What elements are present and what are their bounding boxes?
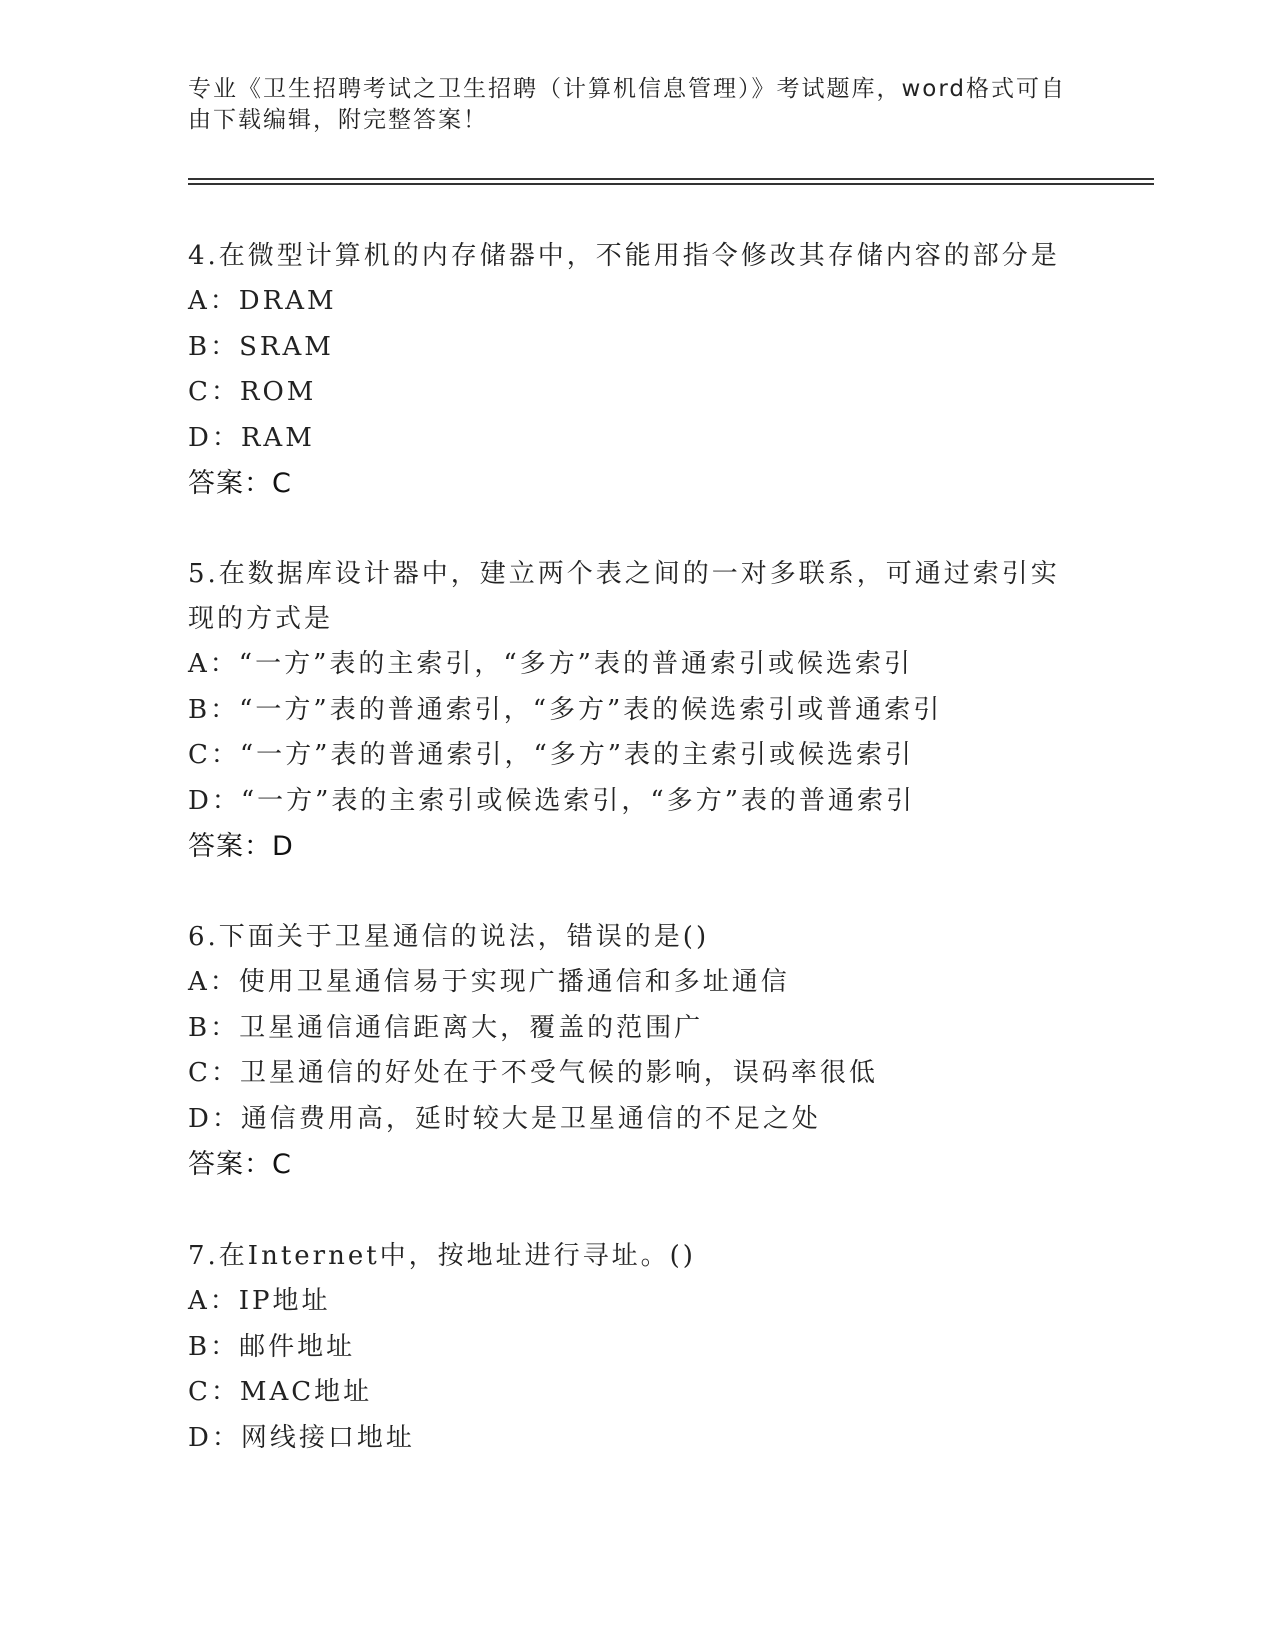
question-4 (188, 234, 1088, 506)
question-7 (188, 1234, 1088, 1461)
question-stem: 6.下面关于卫星通信的说法，错误的是() (188, 922, 710, 952)
answer-line: 答案：C (188, 1149, 292, 1180)
option-b: B：卫星通信通信距离大，覆盖的范围广 (188, 1012, 704, 1043)
option-d: D：通信费用高，延时较大是卫星通信的不足之处 (188, 1103, 821, 1134)
question-stem: 4.在微型计算机的内存储器中，不能用指令修改其存储内容的部分是 (188, 241, 1060, 271)
header-divider-top (188, 178, 1154, 180)
option-c: C：卫星通信的好处在于不受气候的影响，误码率很低 (188, 1058, 878, 1088)
header-divider-bottom (188, 183, 1154, 185)
option-c: C：“一方”表的普通索引，“多方”表的主索引或候选索引 (188, 740, 915, 770)
option-b: B：SRAM (188, 331, 334, 362)
option-d: D：网线接口地址 (188, 1422, 415, 1453)
option-b: B：“一方”表的普通索引，“多方”表的候选索引或普通索引 (188, 694, 943, 725)
answer-line: 答案：D (188, 831, 294, 862)
option-a: A：“一方”表的主索引，“多方”表的普通索引或候选索引 (188, 649, 913, 679)
option-a: A：IP地址 (188, 1286, 331, 1316)
option-d: D：RAM (188, 422, 315, 453)
question-5 (188, 552, 1088, 869)
option-a: A：DRAM (188, 286, 337, 316)
option-c: C：MAC地址 (188, 1377, 373, 1407)
option-b: B：邮件地址 (188, 1331, 356, 1362)
document-intro: 专业《卫生招聘考试之卫生招聘（计算机信息管理）》考试题库，word格式可自由下载编辑，附完整答案！ (188, 76, 1067, 133)
question-stem: 5.在数据库设计器中，建立两个表之间的一对多联系，可通过索引实现的方式是 (188, 559, 1060, 634)
option-a: A：使用卫星通信易于实现广播通信和多址通信 (188, 967, 790, 997)
answer-line: 答案：C (188, 468, 292, 499)
question-stem: 7.在Internet中，按地址进行寻址。() (188, 1241, 696, 1271)
option-d: D：“一方”表的主索引或候选索引，“多方”表的普通索引 (188, 785, 916, 816)
option-c: C：ROM (188, 377, 317, 407)
question-6 (188, 915, 1088, 1187)
